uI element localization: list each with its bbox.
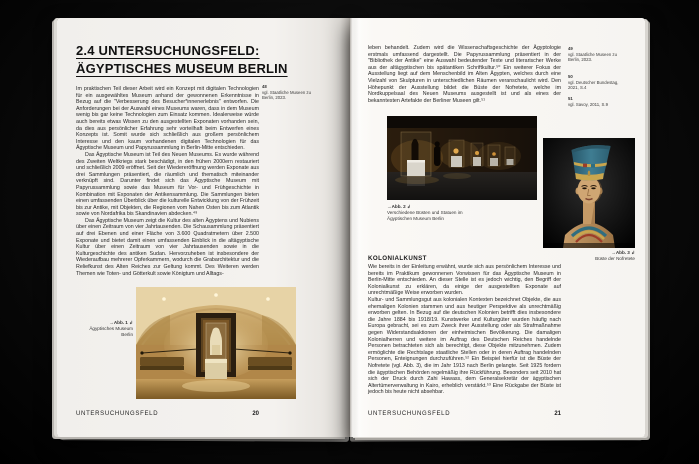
chapter-heading-line1: 2.4 UNTERSUCHUNGSFELD: bbox=[76, 43, 260, 58]
page-number: 20 bbox=[252, 411, 259, 417]
section-heading: KOLONIALKUNST bbox=[368, 255, 427, 262]
figure-3 bbox=[543, 138, 635, 248]
figure-1 bbox=[136, 287, 296, 399]
margin-note-number: 48 bbox=[262, 84, 267, 89]
margin-note bbox=[568, 96, 628, 107]
figure-1-caption-text: Ägyptisches Museum Berlin bbox=[89, 325, 133, 337]
paragraph: Das Ägyptische Museum zeigt die Kultur des alten Ägyptens und Nubiens über einen Zeitraum von vier Jahrtausenden. Die Schausammlung präsentiert auf drei Ebenen und einer Fläche von 3.600 Quadratmetern über 2.500 Exponate und bietet damit einen umfassenden Einblick in die altägyptische Kultur über einen Zeitraum von vier Jahrtausenden sowie in die Kulturgeschichte des antiken Sudan. Hervorzuheben ist insbesondere der Wiederaufbau mehrerer Opferkammern, wodurch die Grabarchitektur und die Reliefkunst des Alten Reiches zur Geltung kommt. Des Weiteren werden Themen wie Toten- und Götterkult sowie Königtum und Alltags- bbox=[76, 217, 259, 277]
margin-note-text: vgl. Staatliche Museen zu Berlin, 2023. bbox=[262, 89, 311, 100]
chapter-heading bbox=[76, 42, 288, 77]
paragraph: Wie bereits in der Einleitung erwähnt, wurde sich aus persönlichem Interesse und bereits im Praktikum gewonnenen Vorwissen für das Ägyptische Museum in Berlin-Mitte entschieden. An dieser Stelle ist es jedoch wichtig, den Begriff der Kolonialkunst zu erklären, da einige der ausgestellten Exponate auf unrechtmäßige Weise erworben wurden. bbox=[368, 264, 561, 297]
left-page bbox=[57, 18, 350, 437]
figure-1-label: →Abb. 1 ↲ bbox=[109, 320, 133, 325]
margin-note-number: 50 bbox=[568, 74, 573, 79]
margin-note bbox=[568, 74, 628, 91]
figure-2-caption bbox=[387, 204, 482, 221]
figure-2 bbox=[387, 116, 537, 200]
paragraph: Kultur- und Sammlungsgut aus kolonialen Kontexten bezeichnet Objekte, die aus ehemaligen Kolonien stammen und aus heutiger Perspektive als unrechtmäßig erworben gelten. In Bezug auf die deutschen Kolonien betrifft dies insbesondere die Jahre 1884 bis 1918/19. Kunstwerke und Kulturgüter wurden häufig nach Europa gebracht, sei es zum Zweck ihrer Ausstellung oder als Strafmaßnahme gegen Widerstandsaktionen der einheimischen Bevölkerung. Die damaligen Kolonialherren und weitere im Auftrag des Deutschen Reiches handelnde Personen betrachteten sich als berechtigt, diese Objekte mitzunehmen. Zudem ermöglichte die Rechtslage staatliche Stellen oder in deren Auftrag handelnden Personen, Enteignungen durchzuführen.⁵² Ein Beispiel hierfür ist die Büste der Nofretete (vgl. Abb. 3), die im Jahr 1913 nach Berlin gelangte. Seit 1925 fordern die ägyptischen Behörden regelmäßig ihre Rückführung. Besonders seit 2010 hat sich der Druck durch Zahi Hawass, dem Generalsekretär der ägyptischen Altertümerverwaltung in Kairo, erheblich verstärkt.⁵³ Eine Rückgabe der Büste ist jedoch bis heute nicht absehbar. bbox=[368, 296, 561, 396]
margin-note bbox=[568, 46, 628, 63]
margin-note bbox=[262, 84, 320, 101]
section-text-column bbox=[368, 264, 561, 396]
margin-note-text: vgl. Deutscher Bundestag, 2021, S.4 bbox=[568, 79, 619, 90]
museum-vault-photo bbox=[136, 287, 296, 399]
figure-1-caption bbox=[85, 320, 133, 337]
figure-3-caption-text: Büste der Nofretete bbox=[595, 255, 635, 261]
figure-2-caption-text: Verschiedene Büsten und Statuen im Ägyptischen Museum Berlin bbox=[387, 209, 463, 221]
margin-note-number: 51 bbox=[568, 96, 573, 101]
margin-note-text: vgl. Savoy, 2011, S.9 bbox=[568, 101, 608, 107]
right-page bbox=[350, 18, 645, 437]
body-text-column bbox=[368, 45, 561, 104]
figure-2-label: →Abb. 2 ↲ bbox=[387, 204, 411, 209]
paragraph: Das Ägyptische Museum ist Teil des Neuen Museums. Es wurde während des Zweiten Weltkriegs stark beschädigt, in den frühen 2000ern restauriert und schließlich 2009 eröffnet. Seit der Wiedereröffnung werden Exponate aus drei Sammlungen präsentiert, die räumlich und thematisch miteinander verknüpft sind. Darunter findet sich das Ägyptische Museum mit Papyrussammlung sowie das Museum für Vor- und Frühgeschichte in Kombination mit Exponaten der Antikensammlung. Die Sammlungen bieten einen umfassenden Überblick über die kulturelle Entwicklung von der Frühzeit bis zur Antike, mit Objekten, die Regionen vom Nahen Osten bis zum Atlantik sowie von Nordafrika bis Skandinavien abdecken.⁴⁹ bbox=[76, 151, 259, 218]
right-page-footer bbox=[368, 411, 561, 417]
margin-note-number: 49 bbox=[568, 46, 573, 51]
running-header: UNTERSUCHUNGSFELD bbox=[368, 411, 451, 417]
running-header: UNTERSUCHUNGSFELD bbox=[76, 411, 159, 417]
figure-3-label: →Abb. 3 ↲ bbox=[611, 250, 635, 255]
paragraph: leben behandelt. Zudem wird die Wissenschaftsgeschichte der Ägyptologie erstmals umfassend dargestellt. Die Papyrussammlung präsentiert in der "Bibliothek der Antike" eine Auswahl bedeutender Texte und literarischer Werke aus der altägyptischen bis spätantiken Schriftkultur.⁵⁰ Ein weiterer Fokus der Ausstellung liegt auf dem Menschenbild im Alten Ägypten, welches durch eine Vielzahl von Skulpturen in unterschiedlichen Räumen veranschaulicht wird. Den Höhepunkt der Ausstellung bildet die Büste der Nofretete, welche im Nordkuppelsaal des Neuen Museums ausgestellt ist und als eines der bekanntesten Artefakte der Berliner Museen gilt.⁵¹ bbox=[368, 45, 561, 104]
left-page-footer bbox=[76, 411, 259, 417]
figure-3-caption bbox=[543, 250, 635, 262]
paragraph: Im praktischen Teil dieser Arbeit wird ein Konzept mit digitalen Technologien für ein ausgewähltes Museum anhand der gewonnenen Erkenntnisse in Bezug auf die "Verbesserung des Besucher*innenerlebnis" entworfen. Die Anforderungen bei der Auswahl eines Museums waren, dass in dem Museum wenig bis gar keine Technologien zum Einsatz kommen. Idealerweise würde auch bereits etwas Wissen zu den ausgestellten Exponaten vorhanden sein, da dies aus persönlicher Erfahrung sehr vorteilhaft beim Entwerfen eines Konzepts ist. Somit wurde sich schließlich aus großem persönlichem Interesse und den kaum vorhandenen digitalen Technologien für das Ägyptische Museum und Papyrussammlung in Berlin-Mitte entschieden. bbox=[76, 86, 259, 152]
body-text-column bbox=[76, 86, 259, 277]
margin-note-text: vgl. Staatliche Museen zu Berlin, 2023. bbox=[568, 51, 617, 62]
chapter-heading-line2: ÄGYPTISCHES MUSEUM BERLIN bbox=[76, 60, 288, 76]
museum-hall-photo bbox=[387, 116, 537, 200]
nefertiti-bust-photo bbox=[543, 138, 635, 248]
page-number: 21 bbox=[554, 411, 561, 417]
